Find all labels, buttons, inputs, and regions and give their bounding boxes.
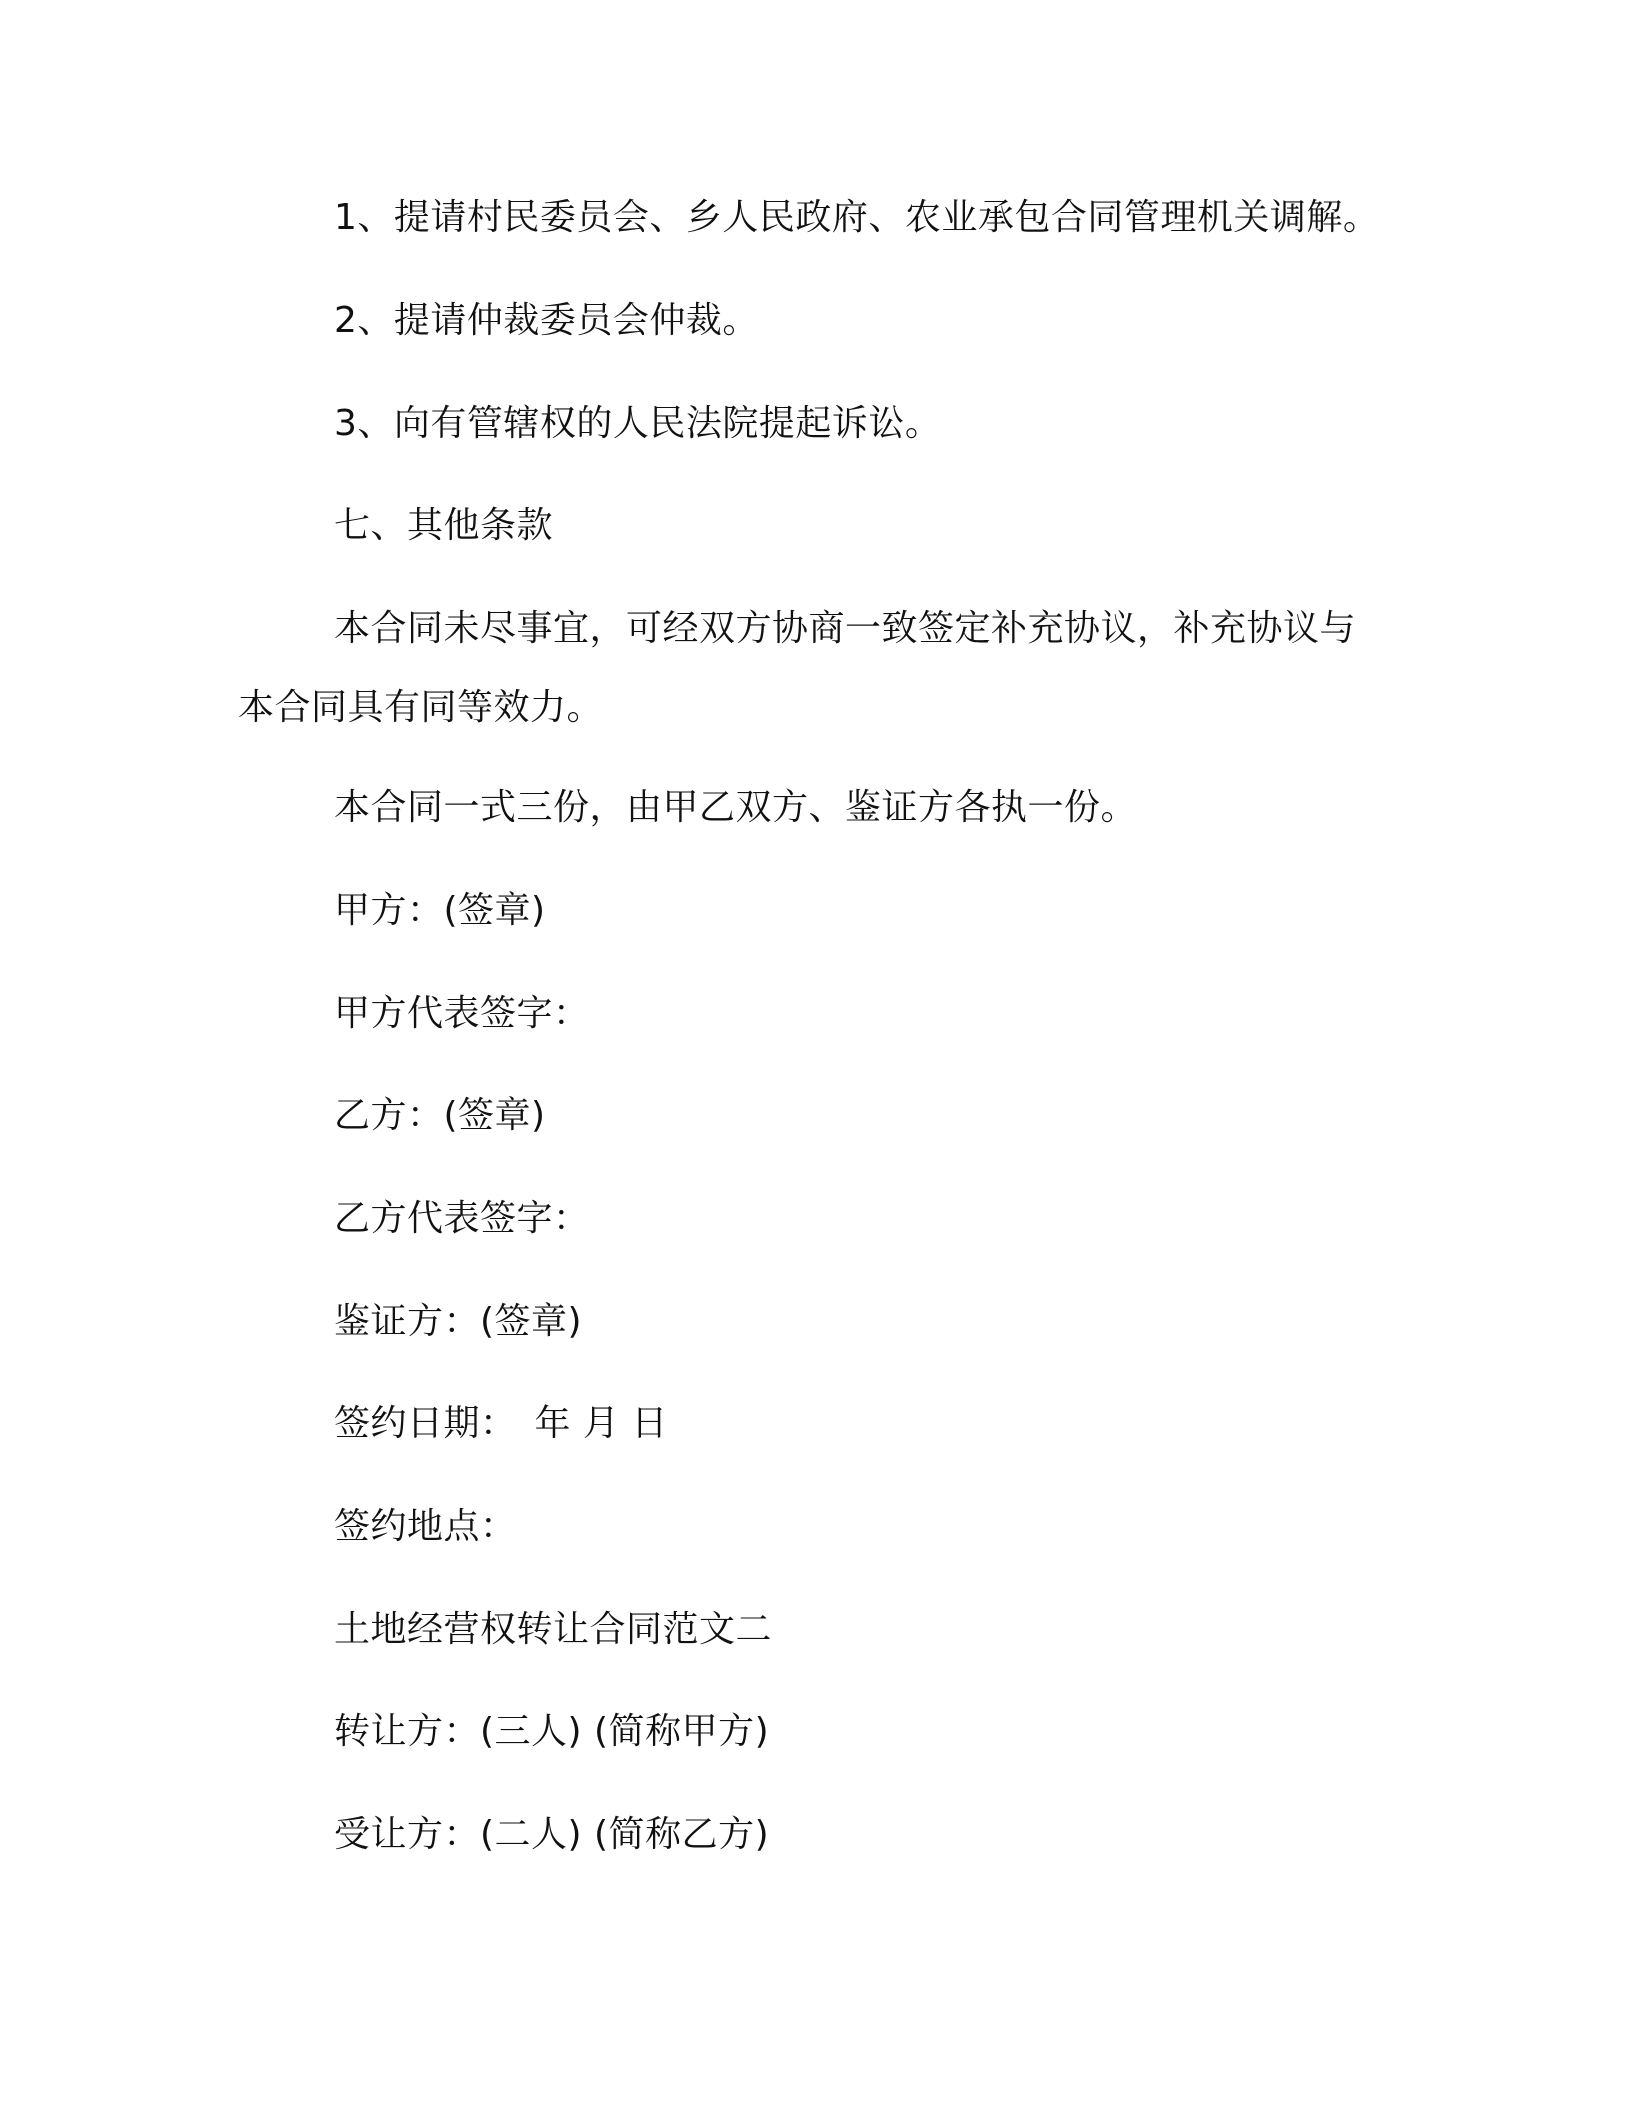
paragraph-copies: 本合同一式三份，由甲乙双方、鉴证方各执一份。 <box>334 787 1138 828</box>
party-a-representative-signature: 甲方代表签字： <box>334 993 590 1034</box>
paragraph-supplement-line-2: 本合同具有同等效力。 <box>238 687 604 728</box>
contract-title-two: 土地经营权转让合同范文二 <box>334 1609 773 1650</box>
transferor-line: 转让方：(三人) (简称甲方) <box>334 1711 770 1752</box>
witness-seal: 鉴证方：(签章) <box>334 1301 583 1342</box>
signing-date <box>334 1400 668 1448</box>
party-b-representative-signature: 乙方代表签字： <box>334 1198 590 1239</box>
paragraph-supplement-line-1: 本合同未尽事宜，可经双方协商一致签定补充协议，补充协议与 <box>334 608 1357 649</box>
section-heading-other-terms: 七、其他条款 <box>334 505 554 546</box>
signing-date-value: 年 月 日 <box>534 1403 668 1444</box>
party-a-seal: 甲方：(签章) <box>334 890 546 931</box>
dispute-option-3: 3、向有管辖权的人民法院提起诉讼。 <box>334 403 942 444</box>
signing-date-label: 签约日期： <box>334 1403 517 1444</box>
dispute-option-1: 1、提请村民委员会、乡人民政府、农业承包合同管理机关调解。 <box>334 197 1380 238</box>
signing-place: 签约地点： <box>334 1506 517 1547</box>
party-b-seal: 乙方：(签章) <box>334 1095 546 1136</box>
dispute-option-2: 2、提请仲裁委员会仲裁。 <box>334 300 759 341</box>
transferee-line: 受让方：(二人) (简称乙方) <box>334 1814 770 1855</box>
